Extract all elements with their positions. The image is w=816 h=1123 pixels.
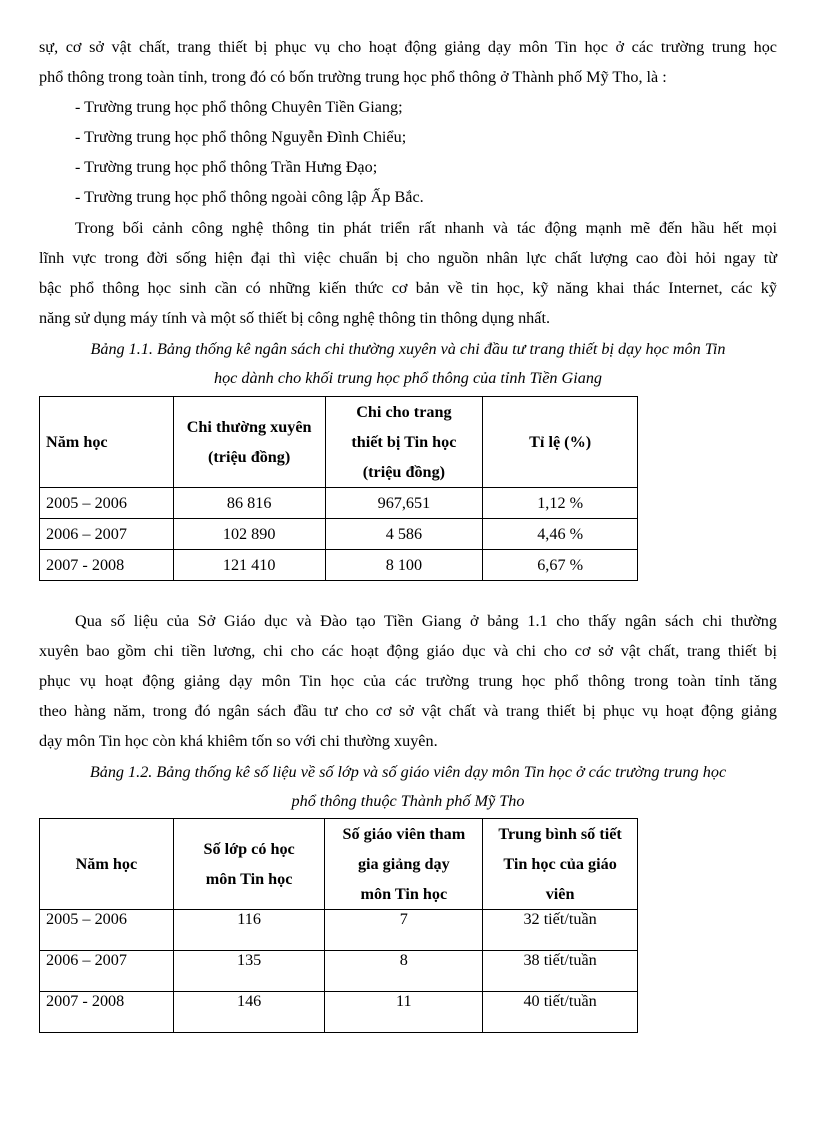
- header-classes-line-1: Số lớp có học: [203, 840, 295, 858]
- table-row: [40, 910, 638, 951]
- cell-equipment: 4 586: [325, 519, 483, 550]
- cell-regular: 102 890: [173, 519, 325, 550]
- cell-year: 2006 – 2007: [40, 951, 174, 992]
- para2-line-4: năng sử dụng máy tính và một số thiết bị công nghệ thông tin thông dụng nhất.: [39, 309, 550, 327]
- cell-year: 2005 – 2006: [40, 910, 174, 951]
- header-avg-line-2: Tin học của giáo: [503, 855, 617, 873]
- cell-ratio: 1,12 %: [483, 488, 638, 519]
- table-row: [40, 488, 638, 519]
- header-regular-line-2: (triệu đồng): [208, 448, 291, 466]
- cell-teachers: 7: [325, 910, 483, 951]
- header-classes-line-2: môn Tin học: [205, 870, 293, 888]
- table1-caption-line-2: học dành cho khối trung học phổ thông của tỉnh Tiền Giang: [213, 369, 603, 387]
- header-teachers: [325, 819, 483, 910]
- header-teachers-line-1: Số giáo viên tham: [342, 825, 466, 843]
- cell-avg: 32 tiết/tuần: [483, 910, 638, 951]
- intro-line-1: sự, cơ sở vật chất, trang thiết bị phục vụ cho hoạt động giảng dạy môn Tin học ở các trường trung học: [39, 38, 777, 56]
- header-equipment-spending: [325, 397, 483, 488]
- header-average-periods: [483, 819, 638, 910]
- header-equipment-line-1: Chi cho trang: [356, 403, 452, 421]
- cell-regular: 86 816: [173, 488, 325, 519]
- header-ratio: Tỉ lệ (%): [483, 397, 638, 488]
- para3-line-3: phục vụ hoạt động giảng dạy môn Tin học của các trường trung học phổ thông trong toàn tỉnh tăng: [39, 672, 777, 690]
- cell-regular: 121 410: [173, 550, 325, 581]
- para3-line-2: xuyên bao gồm chi tiền lương, chi cho các hoạt động giáo dục và chi cho cơ sở vật chất, trang thiết bị: [39, 642, 777, 660]
- teacher-table: [39, 818, 638, 1033]
- header-avg-line-3: viên: [545, 885, 575, 903]
- header-teachers-line-3: môn Tin học: [360, 885, 448, 903]
- cell-classes: 146: [173, 992, 325, 1033]
- para2-line-1: Trong bối cảnh công nghệ thông tin phát triển rất nhanh và tác động mạnh mẽ đến hầu hết mọi: [75, 219, 777, 237]
- para2-line-3: bậc phổ thông học sinh cần có những kiến thức cơ bản về tin học, kỹ năng khai thác Internet, các kỹ: [39, 279, 777, 297]
- header-equipment-line-2: thiết bị Tin học: [351, 433, 457, 451]
- para3-line-5: dạy môn Tin học còn khá khiêm tốn so với chi thường xuyên.: [39, 732, 438, 750]
- header-regular-line-1: Chi thường xuyên: [186, 418, 312, 436]
- table1-caption-line-1: Bảng 1.1. Bảng thống kê ngân sách chi thường xuyên và chi đầu tư trang thiết bị dạy học môn Tin: [90, 340, 726, 358]
- budget-table: [39, 396, 638, 581]
- cell-year: 2007 - 2008: [40, 992, 174, 1033]
- para2-line-2: lĩnh vực trong đời sống hiện đại thì việc chuẩn bị cho nguồn nhân lực chất lượng cao đòi hỏi ngay từ: [39, 249, 777, 267]
- table-row: [40, 992, 638, 1033]
- header-classes: [173, 819, 325, 910]
- cell-ratio: 6,67 %: [483, 550, 638, 581]
- cell-ratio: 4,46 %: [483, 519, 638, 550]
- cell-avg: 38 tiết/tuần: [483, 951, 638, 992]
- cell-year: 2006 – 2007: [40, 519, 174, 550]
- para3-line-4: theo hàng năm, trong đó ngân sách đầu tư cho cơ sở vật chất và trang thiết bị phục vụ hoạt động giảng: [39, 702, 777, 720]
- table2-caption-line-2: phổ thông thuộc Thành phố Mỹ Tho: [291, 792, 525, 810]
- school-item-4: - Trường trung học phổ thông ngoài công lập Ấp Bắc.: [75, 188, 424, 206]
- header-year: Năm học: [40, 397, 174, 488]
- cell-teachers: 8: [325, 951, 483, 992]
- header-year: Năm học: [40, 819, 174, 910]
- cell-equipment: 8 100: [325, 550, 483, 581]
- header-regular-spending: [173, 397, 325, 488]
- table-row: [40, 519, 638, 550]
- school-item-1: - Trường trung học phổ thông Chuyên Tiền Giang;: [75, 98, 403, 116]
- school-item-2: - Trường trung học phổ thông Nguyễn Đình Chiểu;: [75, 128, 407, 146]
- cell-avg: 40 tiết/tuần: [483, 992, 638, 1033]
- table-row: [40, 951, 638, 992]
- header-avg-line-1: Trung bình số tiết: [498, 825, 622, 843]
- school-item-3: - Trường trung học phổ thông Trần Hưng Đạo;: [75, 158, 378, 176]
- cell-classes: 116: [173, 910, 325, 951]
- budget-table-header-row: [40, 397, 638, 488]
- header-equipment-line-3: (triệu đồng): [362, 463, 446, 481]
- intro-line-2: phổ thông trong toàn tỉnh, trong đó có bốn trường trung học phổ thông ở Thành phố Mỹ Tho, là :: [39, 68, 667, 86]
- para3-line-1: Qua số liệu của Sở Giáo dục và Đào tạo Tiền Giang ở bảng 1.1 cho thấy ngân sách chi thường: [75, 612, 777, 630]
- table-row: [40, 550, 638, 581]
- cell-year: 2007 - 2008: [40, 550, 174, 581]
- teacher-table-header-row: [40, 819, 638, 910]
- cell-classes: 135: [173, 951, 325, 992]
- header-teachers-line-2: gia giảng dạy: [357, 855, 450, 873]
- cell-equipment: 967,651: [325, 488, 483, 519]
- table2-caption-line-1: Bảng 1.2. Bảng thống kê số liệu về số lớp và số giáo viên dạy môn Tin học ở các trường trung học: [89, 763, 727, 781]
- cell-year: 2005 – 2006: [40, 488, 174, 519]
- cell-teachers: 11: [325, 992, 483, 1033]
